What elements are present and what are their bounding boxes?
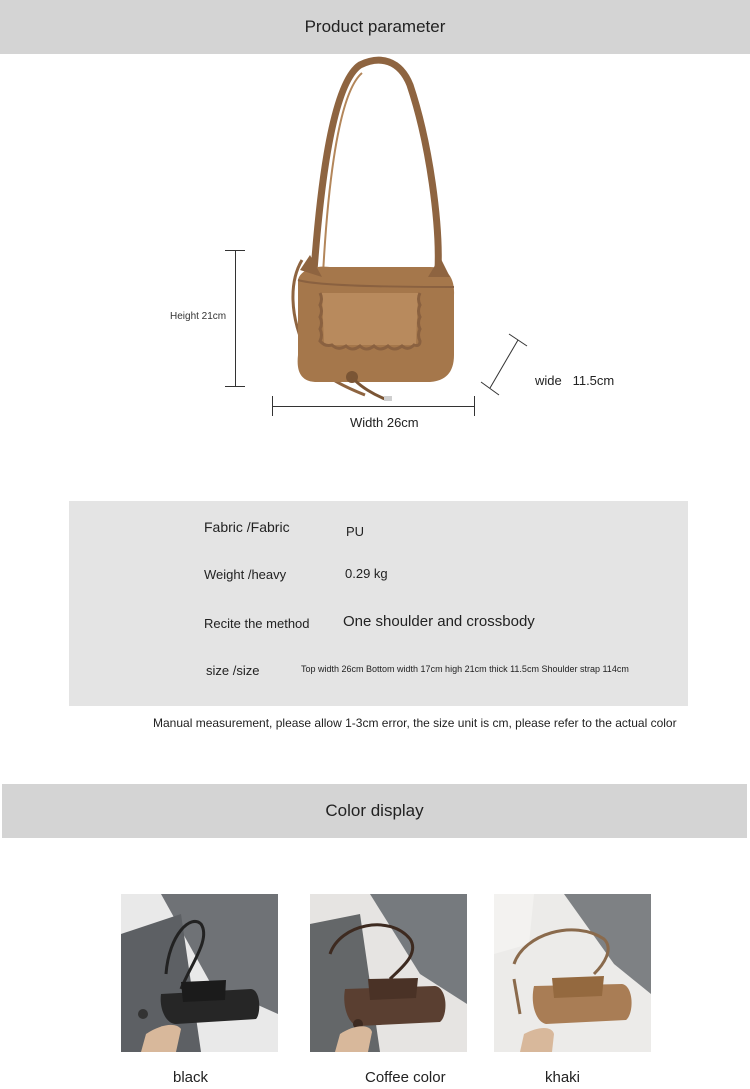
- height-label: Height 21cm: [170, 311, 227, 322]
- color-photo-coffee: [310, 894, 467, 1052]
- height-line: [235, 250, 236, 387]
- color-photo-black: [121, 894, 278, 1052]
- wide-line: [478, 330, 538, 402]
- spec-label-method: Recite the method: [204, 616, 310, 631]
- spec-value-method: One shoulder and crossbody: [343, 613, 535, 630]
- spec-label-weight: Weight /heavy: [204, 567, 287, 582]
- color-caption-black: black: [173, 1069, 209, 1086]
- spec-label-size: size /size: [206, 663, 260, 678]
- color-caption-khaki: khaki: [545, 1069, 581, 1086]
- width-line: [272, 406, 475, 407]
- spec-value-fabric: PU: [346, 524, 365, 539]
- height-tick-bottom: [225, 386, 245, 387]
- color-display-title: Color display: [325, 801, 424, 820]
- measurement-note: Manual measurement, please allow 1-3cm error, the size unit is cm, please refer to the actual color: [153, 716, 677, 730]
- spec-label-fabric: Fabric /Fabric: [204, 519, 290, 535]
- wide-label: wide 11.5cm: [535, 373, 615, 388]
- width-tick-right: [474, 396, 475, 416]
- spec-table: [69, 501, 688, 706]
- product-parameter-banner: [0, 0, 750, 54]
- color-caption-coffee: Coffee color: [365, 1069, 446, 1086]
- width-label: Width 26cm: [350, 415, 419, 430]
- color-display-banner: [2, 784, 747, 838]
- color-photo-khaki: [494, 894, 651, 1052]
- spec-value-size: Top width 26cm Bottom width 17cm high 21cm thick 11.5cm Shoulder strap 114cm: [301, 664, 629, 674]
- product-parameter-title: Product parameter: [304, 17, 446, 36]
- spec-value-weight: 0.29 kg: [345, 566, 388, 581]
- main-bag-image: [260, 55, 490, 410]
